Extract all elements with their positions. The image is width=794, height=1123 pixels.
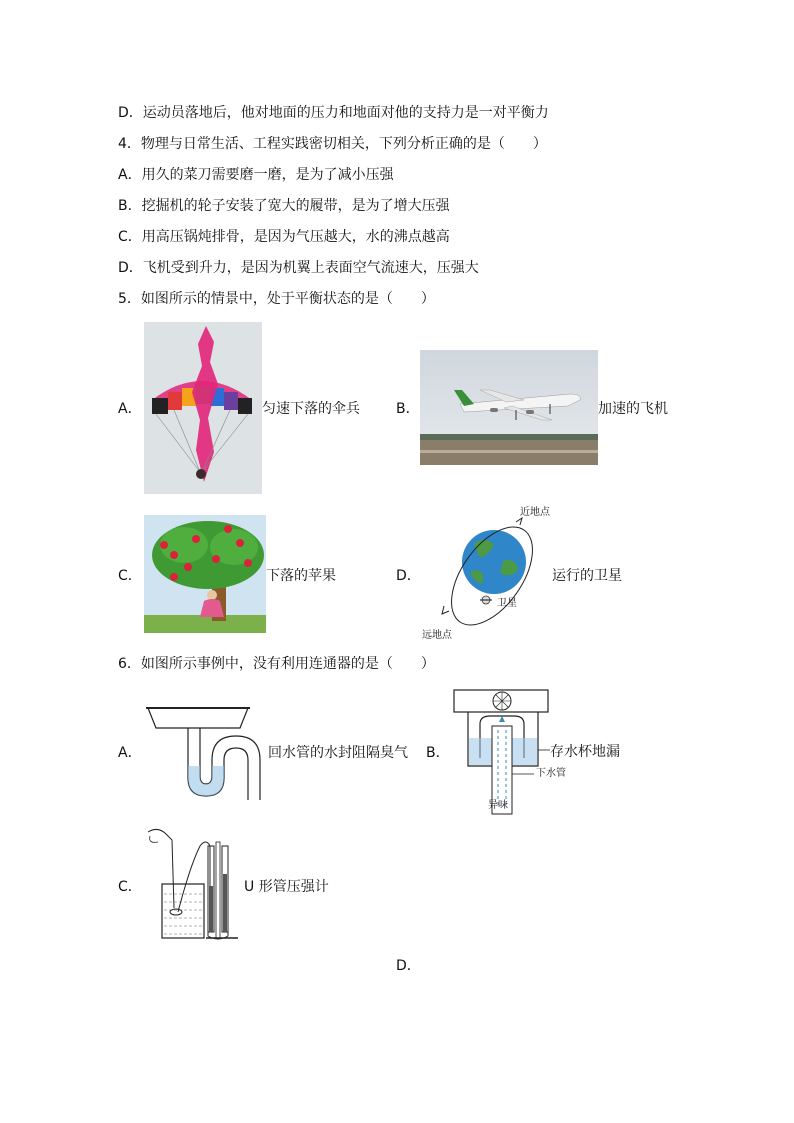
q4-option-d: D．飞机受到升力，是因为机翼上表面空气流速大，压强大	[118, 260, 479, 276]
paratrooper-image	[144, 322, 262, 494]
q5-option-d-caption: 运行的卫星	[552, 568, 622, 584]
airplane-image	[420, 350, 598, 465]
q4-option-b: B．挖掘机的轮子安装了宽大的履带，是为了增大压强	[118, 198, 450, 214]
q5-option-c-caption: 下落的苹果	[266, 568, 336, 584]
satellite-orbit-diagram	[420, 504, 554, 644]
q6-option-a-caption: 回水管的水封阻隔臭气	[268, 745, 408, 761]
q6-stem: 6．如图所示事例中，没有利用连通器的是（ ）	[118, 656, 435, 672]
apple-tree-image	[144, 515, 266, 633]
odor-label: 异味	[488, 800, 508, 811]
cup-drain-label: 存水杯地漏	[550, 744, 620, 760]
q4-option-c: C．用高压锅炖排骨，是因为气压越大，水的沸点越高	[118, 229, 450, 245]
q6-option-c-letter: C．	[118, 879, 142, 895]
q5-option-b-caption: 加速的飞机	[598, 401, 668, 417]
q6-option-a-letter: A．	[118, 745, 142, 761]
drain-pipe-label: 下水管	[536, 768, 566, 779]
perigee-label: 近地点	[520, 507, 550, 518]
q5-option-d-letter: D．	[396, 568, 421, 584]
q3-option-d: D．运动员落地后，他对地面的压力和地面对他的支持力是一对平衡力	[118, 105, 549, 121]
q4-stem: 4．物理与日常生活、工程实践密切相关，下列分析正确的是（ ）	[118, 136, 547, 152]
q6-option-c-caption: U 形管压强计	[244, 879, 329, 895]
q5-option-c-letter: C．	[118, 568, 142, 584]
q5-option-a-letter: A．	[118, 401, 142, 417]
q5-stem: 5．如图所示的情景中，处于平衡状态的是（ ）	[118, 291, 435, 307]
q4-option-a: A．用久的菜刀需要磨一磨，是为了减小压强	[118, 167, 394, 183]
satellite-label: 卫星	[497, 598, 517, 609]
apogee-label: 远地点	[422, 630, 452, 641]
u-tube-manometer-diagram	[144, 826, 240, 944]
q6-option-b-letter: B．	[426, 745, 450, 761]
sink-trap-diagram	[144, 700, 268, 800]
floor-drain-diagram	[450, 688, 560, 816]
q6-option-d-letter: D．	[396, 958, 421, 974]
q5-option-b-letter: B．	[396, 401, 420, 417]
q5-option-a-caption: 匀速下落的伞兵	[262, 401, 360, 417]
